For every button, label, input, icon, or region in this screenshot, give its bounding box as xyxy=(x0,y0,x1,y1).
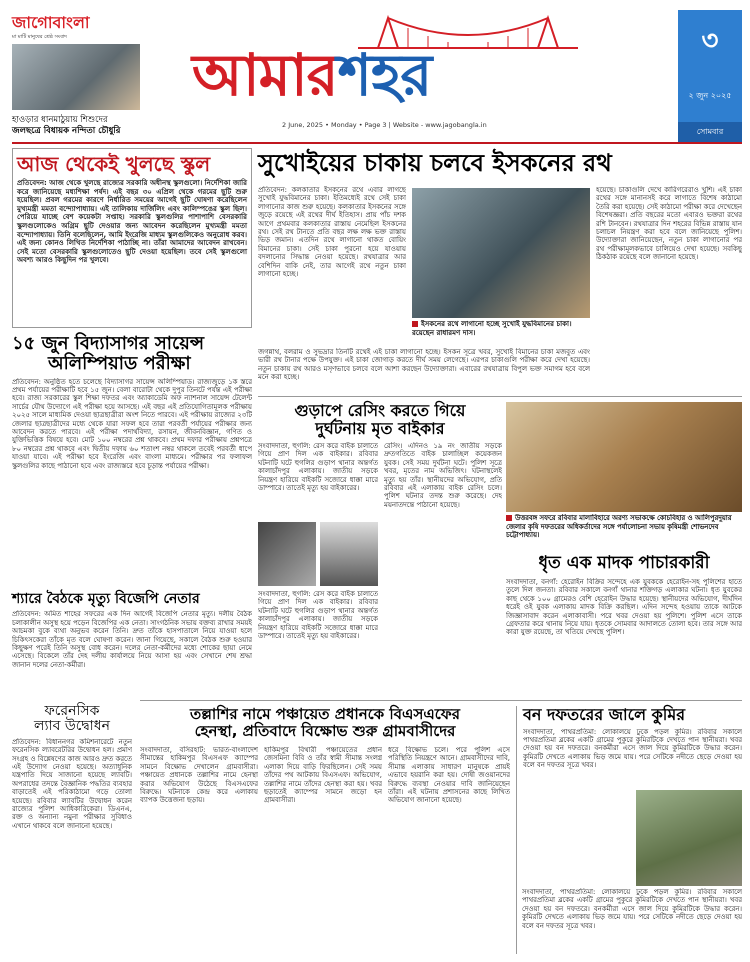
biker-headline-2: দুর্ঘটনায় মৃত বাইকার xyxy=(315,418,445,438)
issue-date: ২ জুন ২০২৫ xyxy=(688,91,732,100)
forensic-headline-2: ল্যাব উদ্বোধন xyxy=(34,718,110,735)
olympiad-story xyxy=(12,334,252,589)
forensic-story xyxy=(12,704,132,954)
header-photo-caption-line1: হাওড়ার ধানমাঠুয়ায় শিশুদের xyxy=(12,115,108,125)
rath-photo xyxy=(412,188,590,318)
panchayat-body-col1: সংবাদদাতা, বসিরহাট: ভারত-বাংলাদেশ সীমান্তের হাকিমপুর বিএসএফ ক্যাম্পের সামনে বিক্ষোভ দেখালেন গ্রামবাসীরা। পঞ্চায়েত প্রধানকে তল্লাশির নামে হেনস্থা করার অভিযোগ উঠেছে বিএসএফের বিরুদ্ধে। ঘটনাকে কেন্দ্র করে এলাকায় ব্যাপক উত্তেজনা ছড়ায়। xyxy=(140,746,258,805)
bjp-story xyxy=(12,592,252,698)
minister-photo-caption: উত্তরবঙ্গ সফরে রবিবার মালাবিহারে অরণ্য সভাকক্ষে কোচবিহার ও আলিপুরদুয়ার জেলার কৃষি দফতরের অধিকর্তাদের সঙ্গে পর্যালোচনা সভায় কৃষিমন্ত্রী শোভনদেব চট্টোপাধ্যায়। xyxy=(506,514,732,539)
rath-photo-caption: ইসকনের রথে লাগানো হচ্ছে সুখোই যুদ্ধবিমানের চাকা। রয়েছেন রাধারমণ দাস। xyxy=(412,320,572,337)
rath-body-col1: প্রতিবেদন: কলকাতার ইসকনের রথে এবার লাগছে সুখোই যুদ্ধবিমানের চাকা। ইতিমধ্যেই রথে সেই চাকা লাগানোর কাজ শুরু হয়েছে। কলকাতার ইসকনের সঙ্গে জুড়ে রয়েছে এই রথের দীর্ঘ ইতিহাস। প্রায় পাঁচ দশক আগে প্রথমবার কলকাতার রাস্তায় নেমেছিল ইসকনের রথ। সেই রথ টানতে প্রতি বছর লক্ষ লক্ষ ভক্ত রাস্তায় ভিড় জমান। এতদিন রথে লাগানো থাকত বোয়িং বিমানের চাকা। সেই চাকা পুরনো হয়ে যাওয়ায় বদলানোর সিদ্ধান্ত নেওয়া হয়েছে। রথযাত্রার আর বেশিদিন বাকি নেই, তার আগেই রথে নতুন চাকা লাগানো হচ্ছে। xyxy=(258,186,406,279)
biker-headline-wrap xyxy=(258,402,502,437)
header-photo-caption-line2: জলছত্রে বিধায়ক নন্দিতা চৌধুরি xyxy=(12,126,121,136)
rath-headline-wrap xyxy=(258,150,742,184)
masthead-title xyxy=(192,40,431,110)
olympiad-headline-1: ১৫ জুন বিদ্যাসাগর সায়েন্স xyxy=(12,333,204,354)
rath-headline: সুখোইয়ের চাকায় চলবে ইসকনের রথ xyxy=(258,149,612,177)
olympiad-headline-2: অলিম্পিয়াড পরীক্ষা xyxy=(48,352,191,374)
date-box xyxy=(678,10,742,140)
bullet-square-icon xyxy=(412,321,418,327)
masthead-title-part2: শহর xyxy=(337,41,432,109)
panchayat-body-col3: ধরে বিক্ষোভ চলে। পরে পুলিশ এসে পরিস্থিতি নিয়ন্ত্রণে আনে। গ্রামবাসীদের দাবি, সীমান্ত এলাকায় সাধারণ মানুষকে প্রায়ই এভাবে হয়রানি করা হয়। দোষী জওয়ানদের বিরুদ্ধে ব্যবস্থা নেওয়ার দাবি জানিয়েছেন তাঁরা। এই ঘটনায় প্রশাসনের কাছে লিখিত অভিযোগ জানানো হয়েছে। xyxy=(388,746,510,805)
panchayat-headline-wrap xyxy=(140,706,510,739)
forensic-headline-1: ফরেনসিক xyxy=(44,703,100,719)
bike-photo xyxy=(258,522,316,586)
crocodile-body: সংবাদদাতা, পাথরপ্রতিমা: লোকালয়ে ঢুকে পড়ল কুমির। রবিবার সকালে পাথরপ্রতিমা ব্লকের একটি গ্রামের পুকুরে কুমিরটিকে দেখতে পান স্থানীয়রা। খবর দেওয়া হয় বন দফতরে। বনকর্মীরা এসে জাল দিয়ে কুমিরটিকে উদ্ধার করেন। কুমিরটি দেখতে এলাকায় ভিড় জমে যায়। পরে সেটিকে নদীতে ছেড়ে দেওয়া হয় বলে বন দফতর সূত্রে খবর। xyxy=(523,727,742,770)
panchayat-headline-2: হেনস্থা, প্রতিবাদে বিক্ষোভ শুরু গ্রামবাসীদের xyxy=(194,721,456,740)
masthead-title-part1: আমার xyxy=(192,41,338,109)
school-story xyxy=(12,148,252,328)
rath-body-col3: হয়েছে। চাকাগুলি দেখে কারিগরেরাও খুশি। এই চাকা রথের সঙ্গে মানানসই করে লাগাতে বিশেষ কাঠামো তৈরি করা হয়েছে। সেই কাঠামো পরীক্ষা করে দেখেছেন বিশেষজ্ঞরা। প্রতি বছরের মতো এবারও ভক্তরা রথের রশি টানবেন। রথযাত্রার দিন শহরের বিভিন্ন রাস্তায় যান চলাচল নিয়ন্ত্রণ করা হবে বলে জানিয়েছে পুলিশ। উদ্যোক্তারা জানিয়েছেন, নতুন চাকা লাগানোর পর রথ পরীক্ষামূলকভাবে চালিয়েও দেখা হয়েছে। সবকিছু ঠিকঠাক রয়েছে বলে জানানো হয়েছে। xyxy=(596,186,742,262)
panchayat-body-col2: হাকিমপুর বিথারী পঞ্চায়েতের প্রধান জেসমিনা বিবি ও তাঁর স্বামী সীমান্ত সংলগ্ন এলাকা দিয়ে বাড়ি ফিরছিলেন। সেই সময় তাঁদের পথ আটকায় বিএসএফ। অভিযোগ, তল্লাশির নামে তাঁদের হেনস্থা করা হয়। খবর ছড়াতেই ক্যাম্পের সামনে জড়ো হন গ্রামবাসীরা। xyxy=(264,746,382,805)
drug-headline: ধৃত এক মাদক পাচারকারী xyxy=(538,553,710,573)
crocodile-headline: বন দফতরের জালে কুমির xyxy=(523,705,686,724)
olympiad-body: প্রতিবেদন: অনুষ্ঠিত হতে চলেছে বিদ্যাসাগর সায়েন্স অলিম্পিয়াড। রাজ্যজুড়ে ১ক স্তরে প্রথম পর্যায়ের পরীক্ষাটি হবে ১৫ জুন। বেলা বারোটা থেকে দুপুর তিনটে পর্যন্ত এই পরীক্ষা হবে। রাজ্য সরকারের স্কুল শিক্ষা দফতর এবং অ্যাকাডেমি অফ ন্যাশনাল সায়েন্স টেলেন্ট সার্চের যৌথ উদ্যোগে এই পরীক্ষা হয়ে আসছে। এই বছর এই প্রতিযোগিতামূলক পরীক্ষায় ২০২৫ সালে মাধ্যমিক দেওয়া ছাত্রছাত্রীরা অংশ নিতে পারবে। এই পরীক্ষায় রাজ্যের ২৩টি জেলার ছাত্রছাত্রীদের মধ্যে থেকে যারা সফল হবে তারা পরবর্তী পর্যায়ের পরীক্ষার জন্য আবেদন করতে পারবে। এই পরীক্ষা পদার্থবিদ্যা, রসায়ন, জীবনবিজ্ঞান, গণিত ও যুক্তিভিত্তিক বিষয়ে হবে। মোট ১০০ নম্বরের প্রশ্ন থাকবে। প্রথম দফার পরীক্ষায় প্রশ্নপত্রে ৮০ নম্বরের প্রশ্ন থাকবে এবং দ্বিতীয় দফায় ৬০ শতাংশ নম্বর থাকলে তবেই পরবর্তী ধাপে যাওয়া যাবে। এই পরীক্ষা হবে ইংরেজি এবং বাংলা মাধ্যমে। পরীক্ষার পর ফলাফল স্কুলগুলির কাছে পাঠানো হবে এবং রাজ্যস্তরে হবে চূড়ান্ত পর্যায়ের পরীক্ষা। xyxy=(12,377,252,470)
forensic-body: প্রতিবেদন: বিধাননগর কমিশনারেটে নতুন ফরেনসিক ল্যাবরেটরির উদ্বোধন হল। প্রমাণ সংগ্রহ ও বিশ্লেষণের কাজ আরও দ্রুত করতে এই উদ্যোগ নেওয়া হয়েছে। অত্যাধুনিক যন্ত্রপাতি দিয়ে সাজানো হয়েছে ল্যাবটি। অপরাধের তদন্তে বৈজ্ঞানিক পদ্ধতির ব্যবহার বাড়াতেই এই পরিকাঠামো গড়ে তোলা হয়েছে। রবিবার ল্যাবটির উদ্বোধন করেন রাজ্যের পুলিশ আধিকারিকেরা। ডিএনএ, রক্ত ও অন্যান্য নমুনা পরীক্ষার সুবিধাও এখানে থাকবে বলে জানানো হয়েছে। xyxy=(12,737,132,830)
header-photo xyxy=(12,44,140,110)
rath-body-col2: জগন্নাথ, বলরাম ও সুভদ্রার তিনটি রথেই এই চাকা লাগানো হচ্ছে। ইসকন সূত্রে খবর, সুখোই বিমানের চাকা মজবুত এবং ভারী রথ টানার পক্ষে উপযুক্ত। এই চাকা জোগাড় করতে দীর্ঘ সময় লেগেছে। এরপর চাকাগুলি পরীক্ষা করে দেখা হয়েছে। নতুন চাকায় রথ আরও মসৃণভাবে চলবে বলে আশা করছেন উদ্যোক্তারা। এবারের রথযাত্রায় বিপুল ভক্ত সমাগম হবে বলে মনে করা হচ্ছে। xyxy=(258,348,590,382)
biker-headline-1: গুড়াপে রেসিং করতে গিয়ে xyxy=(294,401,466,420)
bullet-square-icon xyxy=(506,515,512,521)
biker-body-col1-cont: সংবাদদাতা, হুগলি: রেস করে বাইক চালাতে গিয়ে প্রাণ দিল এক বাইকার। রবিবার ঘটনাটি ঘটে হুগলির গুড়াপ থানার অন্তর্গত কালাচাঁদপুর এলাকায়। জাতীয় সড়কে নিয়ন্ত্রণ হারিয়ে বাইকটি সজোরে ধাক্কা মারে ডাম্পারে। তাতেই মৃত্যু হয় বাইকারের। xyxy=(258,590,378,641)
crocodile-photo xyxy=(636,790,742,886)
drug-body: সংবাদদাতা, বনগাঁ: হেরোইন বিক্রির সন্দেহে এক যুবককে হেরোইন-সহ পুলিশের হাতে তুলে দিল জনতা। রবিবার সকালে বনগাঁ থানার শক্তিগড় এলাকার ঘটনা। ধৃত যুবকের কাছ থেকে ১০০ গ্রামেরও বেশি হেরোইন উদ্ধার হয়েছে। স্থানীয়দের অভিযোগ, দীর্ঘদিন ধরেই ওই যুবক এলাকায় মাদক বিক্রি করছিল। এদিন সন্দেহ হওয়ায় তাকে আটকে জিজ্ঞাসাবাদ করেন এলাকাবাসী। পরে খবর দেওয়া হয় পুলিশে। পুলিশ এসে তাকে গ্রেফতার করে থানায় নিয়ে যায়। ধৃতকে সোমবার আদালতে তোলা হবে। তার সঙ্গে আর কারা যুক্ত রয়েছে, তা খতিয়ে দেখছে পুলিশ। xyxy=(506,578,742,637)
victim-photo xyxy=(320,522,378,586)
minister-meeting-photo xyxy=(506,402,742,512)
divider xyxy=(258,396,742,397)
bjp-body: প্রতিবেদন: অমিত শাহের সফরের এক দিন আগেই বিজেপি নেতার মৃত্যু। দলীয় বৈঠক চলাকালীন অসুস্থ হয়ে পড়েন বিজেপির এক নেতা। সাংগঠনিক সভায় বক্তব্য রাখার সময়ই আচমকা বুকে ব্যথা অনুভব করেন তিনি। দ্রুত তাঁকে হাসপাতালে নিয়ে যাওয়া হলে চিকিৎসকেরা তাঁকে মৃত বলে ঘোষণা করেন। জানা গিয়েছে, সকালে বৈঠক শুরু হওয়ার কিছুক্ষণ পরেই তিনি অসুস্থ বোধ করেন। দলের নেতা-কর্মীদের মধ্যে শোকের ছায়া নেমে এসেছে। বিকেলে তাঁর দেহ দলীয় কার্যালয়ে নিয়ে আসা হয় এবং সেখানে শেষ শ্রদ্ধা জানান দলের নেতা-কর্মীরা। xyxy=(12,610,252,669)
brand-tagline: মা মাটি মানুষের শ্রেষ্ঠ সংবাদ xyxy=(12,34,67,40)
school-body: প্রতিবেদন: আজ থেকে খুলছে রাজ্যের সরকারি অধীনস্থ স্কুলগুলো। নির্দেশিকা জারি করে জানিয়েছে মধ্যশিক্ষা পর্ষদ। এই বছর ৩০ এপ্রিল থেকে গরমের ছুটি শুরু হয়েছিল। প্রবল গরমের কারণে নির্ধারিত সময়ের আগেই ছুটি ঘোষণা করেছিলেন মুখ্যমন্ত্রী মমতা বন্দ্যোপাধ্যায়। এই তালিকায় দার্জিলিং এবং কালিম্পঙের স্কুল ছিল। পেরিয়ে যাচ্ছে বেশ কয়েকটা সপ্তাহ। সরকারি স্কুলগুলির পাশাপাশি বেসরকারি স্কুলগুলোকেও অগ্রিম ছুটি দেওয়ার জন্য আবেদন করেছিলেন মুখ্যমন্ত্রী মমতা বন্দ্যোপাধ্যায়। তিনি বলেছিলেন, আমি ইংরেজি মাধ্যম স্কুলগুলিকেও অনুরোধ করব। এই জন্য কোনও লিখিত নির্দেশিকা পাঠাচ্ছি না। তাঁরা আমাদের আবেদন রাখবেন। সেই মতো বেসরকারি স্কুলগুলোতেও ছুটি দেওয়া হয়েছিল। তবে সেই স্কুলগুলো অবশ্য আরও কিছুদিন পর খুলবে। xyxy=(17,179,247,265)
biker-body-col1: সংবাদদাতা, হুগলি: রেস করে বাইক চালাতে গিয়ে প্রাণ দিল এক বাইকার। রবিবার ঘটনাটি ঘটে হুগলির গুড়াপ থানার অন্তর্গত কালাচাঁদপুর এলাকায়। জাতীয় সড়কে নিয়ন্ত্রণ হারিয়ে বাইকটি সজোরে ধাক্কা মারে ডাম্পারে। তাতেই মৃত্যু হয় বাইকারের। xyxy=(258,442,378,493)
page-number: ৩ xyxy=(701,26,719,56)
divider xyxy=(140,700,742,701)
bjp-headline: শ্যারে বৈঠকে মৃত্যু বিজেপি নেতার xyxy=(12,591,200,607)
panchayat-headline-1: তল্লাশির নামে পঞ্চায়েত প্রধানকে বিএসএফের xyxy=(189,705,461,723)
brand-logo: জাগোবাংলা xyxy=(12,13,90,32)
school-headline: আজ থেকেই খুলছে স্কুল xyxy=(17,152,211,176)
issue-day: সোমবার xyxy=(678,122,742,143)
dateline: 2 June, 2025 • Monday • Page 3 | Website - www.jagobangla.in xyxy=(282,121,487,129)
biker-body-col2: রেসিং। এদিনও ১৯ নং জাতীয় সড়কে দ্রুতগতিতে বাইক চালাচ্ছিল কয়েকজন যুবক। সেই সময় দুর্ঘটনা ঘটে। পুলিশ সূত্রে খবর, মৃতের নাম অভিজিৎ। ঘটনাস্থলেই মৃত্যু হয় তাঁর। স্থানীয়দের অভিযোগ, প্রতি রবিবার এই এলাকায় বাইক রেসিং চলে। পুলিশ ঘটনার তদন্ত শুরু করেছে। দেহ ময়নাতদন্তে পাঠানো হয়েছে। xyxy=(384,442,502,509)
crocodile-body-cont: সংবাদদাতা, পাথরপ্রতিমা: লোকালয়ে ঢুকে পড়ল কুমির। রবিবার সকালে পাথরপ্রতিমা ব্লকের একটি গ্রামের পুকুরে কুমিরটিকে দেখতে পান স্থানীয়রা। খবর দেওয়া হয় বন দফতরে। বনকর্মীরা এসে জাল দিয়ে কুমিরটিকে উদ্ধার করেন। কুমিরটি দেখতে এলাকায় ভিড় জমে যায়। পরে সেটিকে নদীতে ছেড়ে দেওয়া হয় বলে বন দফতর সূত্রে খবর। xyxy=(522,888,742,930)
header-rule xyxy=(12,142,742,144)
